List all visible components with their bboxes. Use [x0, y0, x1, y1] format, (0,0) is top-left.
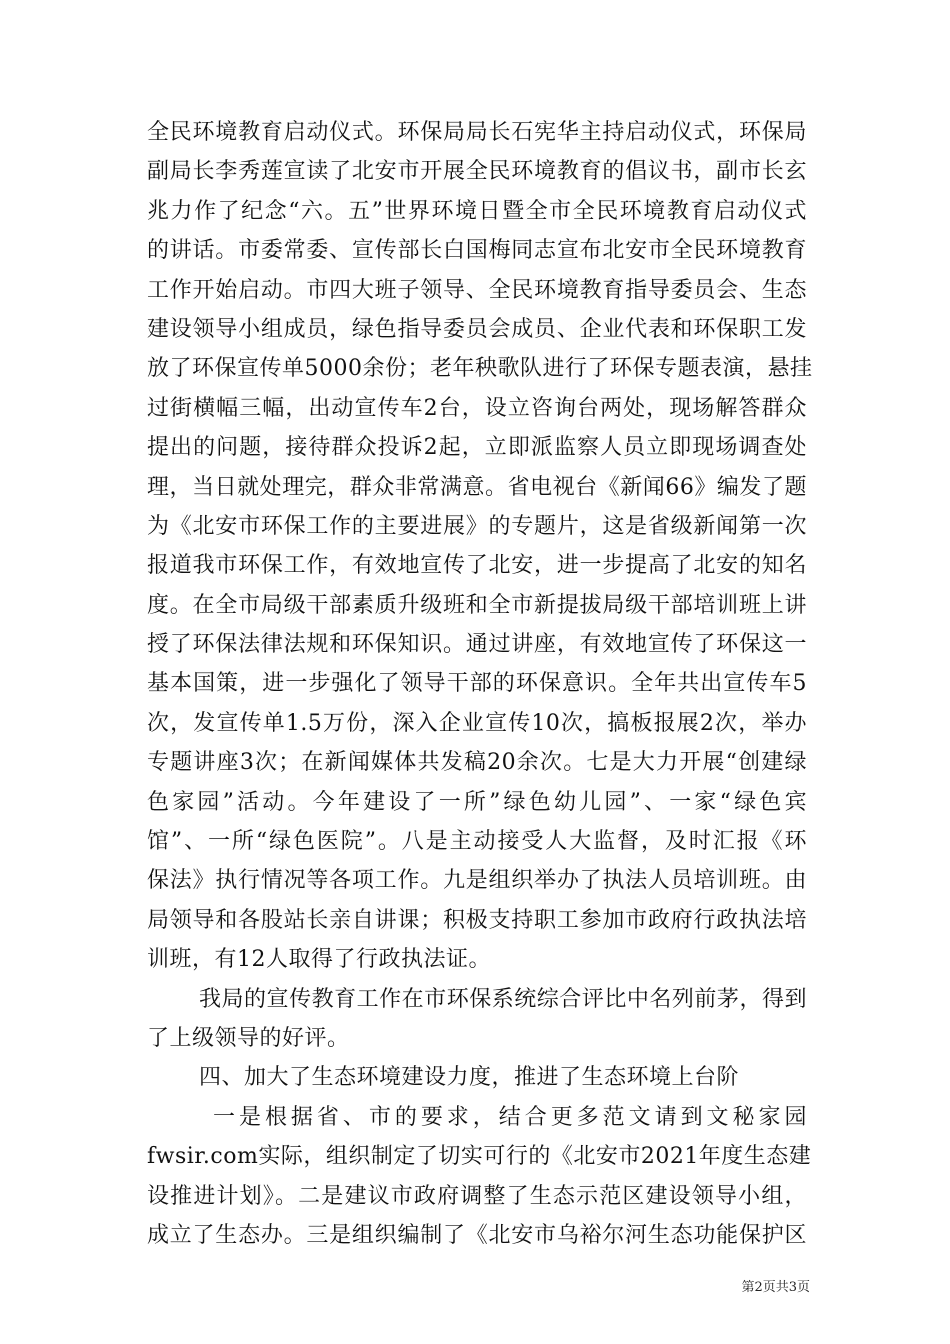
text-line: 兆力作了纪念“六。五”世界环境日暨全市全民环境教育启动仪式	[147, 198, 807, 224]
text-line: 副局长李秀莲宣读了北安市开展全民环境教育的倡议书，副市长玄	[147, 159, 807, 185]
text-line: 提出的问题，接待群众投诉2起，立即派监察人员立即现场调查处	[147, 435, 807, 461]
text-line: 理，当日就处理完，群众非常满意。省电视台《新闻66》编发了题	[147, 474, 807, 500]
text-line: 的讲话。市委常委、宣传部长白国梅同志宣布北安市全民环境教育	[147, 238, 807, 264]
text-line: 成立了生态办。三是组织编制了《北安市乌裕尔河生态功能保护区	[147, 1222, 807, 1248]
text-line: 局领导和各股站长亲自讲课；积极支持职工参加市政府行政执法培	[147, 907, 807, 933]
text-line: 色家园”活动。今年建设了一所”绿色幼儿园”、一家“绿色宾	[147, 789, 807, 815]
text-line: 度。在全市局级干部素质升级班和全市新提拔局级干部培训班上讲	[147, 592, 807, 618]
text-line: 基本国策，进一步强化了领导干部的环保意识。全年共出宣传车5	[147, 671, 807, 697]
section-heading: 四、加大了生态环境建设力度，推进了生态环境上台阶	[199, 1065, 740, 1091]
text-line: 全民环境教育启动仪式。环保局局长石宪华主持启动仪式，环保局	[147, 120, 807, 145]
text-line: 授了环保法律法规和环保知识。通过讲座，有效地宣传了环保这一	[147, 632, 807, 658]
text-line: 建设领导小组成员，绿色指导委员会成员、企业代表和环保职工发	[147, 316, 807, 342]
text-line: fwsir.com实际，组织制定了切实可行的《北安市2021年度生态建	[147, 1144, 812, 1170]
text-line: 了上级领导的好评。	[147, 1025, 350, 1051]
text-line: 保法》执行情况等各项工作。九是组织举办了执法人员培训班。由	[147, 868, 807, 894]
page-number: 第2页共3页	[741, 1280, 810, 1295]
text-line: 放了环保宣传单5000余份；老年秧歌队进行了环保专题表演，悬挂	[147, 356, 813, 382]
paragraph-first-line: 一是根据省、市的要求，结合更多范文请到文秘家园	[213, 1104, 807, 1130]
text-line: 过街横幅三幅，出动宣传车2台，设立咨询台两处，现场解答群众	[147, 395, 807, 421]
text-line: 工作开始启动。市四大班子领导、全民环境教育指导委员会、生态	[147, 277, 807, 303]
text-line: 次，发宣传单1.5万份，深入企业宣传10次，搞板报展2次，举办	[147, 710, 807, 736]
text-line: 设推进计划》。二是建议市政府调整了生态示范区建设领导小组，	[147, 1183, 807, 1209]
paragraph-first-line: 我局的宣传教育工作在市环保系统综合评比中名列前茅，得到	[199, 986, 807, 1012]
text-line: 专题讲座3次；在新闻媒体共发稿20余次。七是大力开展“创建绿	[147, 750, 807, 776]
text-line: 训班，有12人取得了行政执法证。	[147, 947, 491, 973]
document-body	[147, 113, 813, 1255]
text-line: 馆”、一所“绿色医院”。八是主动接受人大监督，及时汇报《环	[147, 829, 807, 855]
text-line: 报道我市环保工作，有效地宣传了北安，进一步提高了北安的知名	[147, 553, 807, 579]
text-line: 为《北安市环保工作的主要进展》的专题片，这是省级新闻第一次	[147, 513, 807, 539]
